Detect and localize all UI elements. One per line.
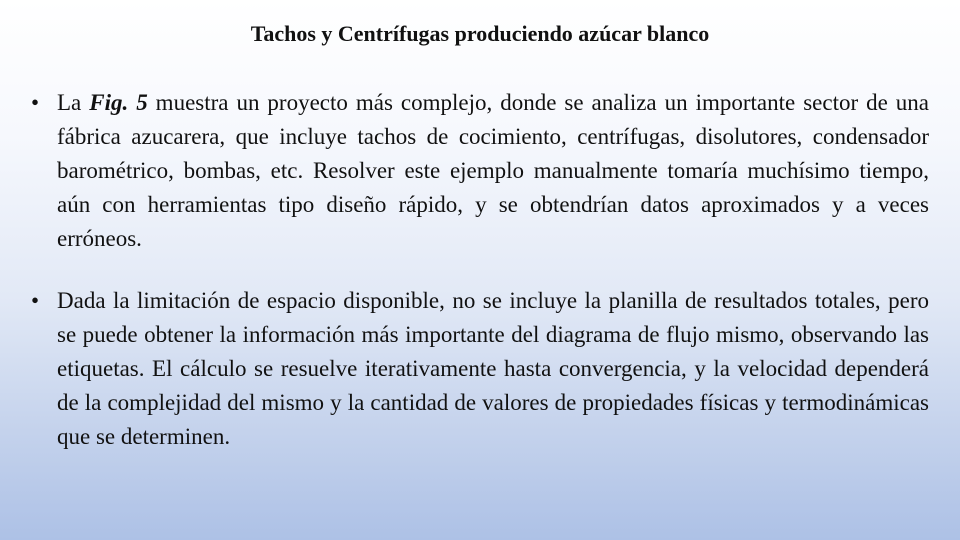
- bullet-text: Dada la limitación de espacio disponible, no se incluye la planilla de resultados totales, pero se puede obtener la información más importante del diagrama de flujo mismo, observando las etiquetas. El cálculo se resuelve iterativamente hasta convergencia, y la velocidad dependerá de la complejidad del mismo y la cantidad de valores de propiedades físicas y termodinámicas que se determinen.: [57, 288, 929, 449]
- bullet-prefix: La: [57, 90, 90, 115]
- bullet-marker: •: [31, 288, 40, 313]
- bullet-item-space-limitation: [31, 284, 929, 454]
- bullet-list: [31, 86, 929, 482]
- bullet-marker: •: [31, 90, 40, 115]
- figure-reference: Fig. 5: [89, 90, 148, 115]
- slide-title: Tachos y Centrífugas produciendo azúcar blanco: [250, 21, 710, 46]
- bullet-item-fig-description: [31, 86, 929, 256]
- bullet-text: muestra un proyecto más complejo, donde se analiza un importante sector de una fábrica azucarera, que incluye tachos de cocimiento, centrífugas, disolutores, condensador barométrico, bombas, etc. Resolver este ejemplo manualmente tomaría muchísimo tiempo, aún con herramientas tipo diseño rápido, y se obtendrían datos aproximados y a veces erróneos.: [57, 90, 929, 251]
